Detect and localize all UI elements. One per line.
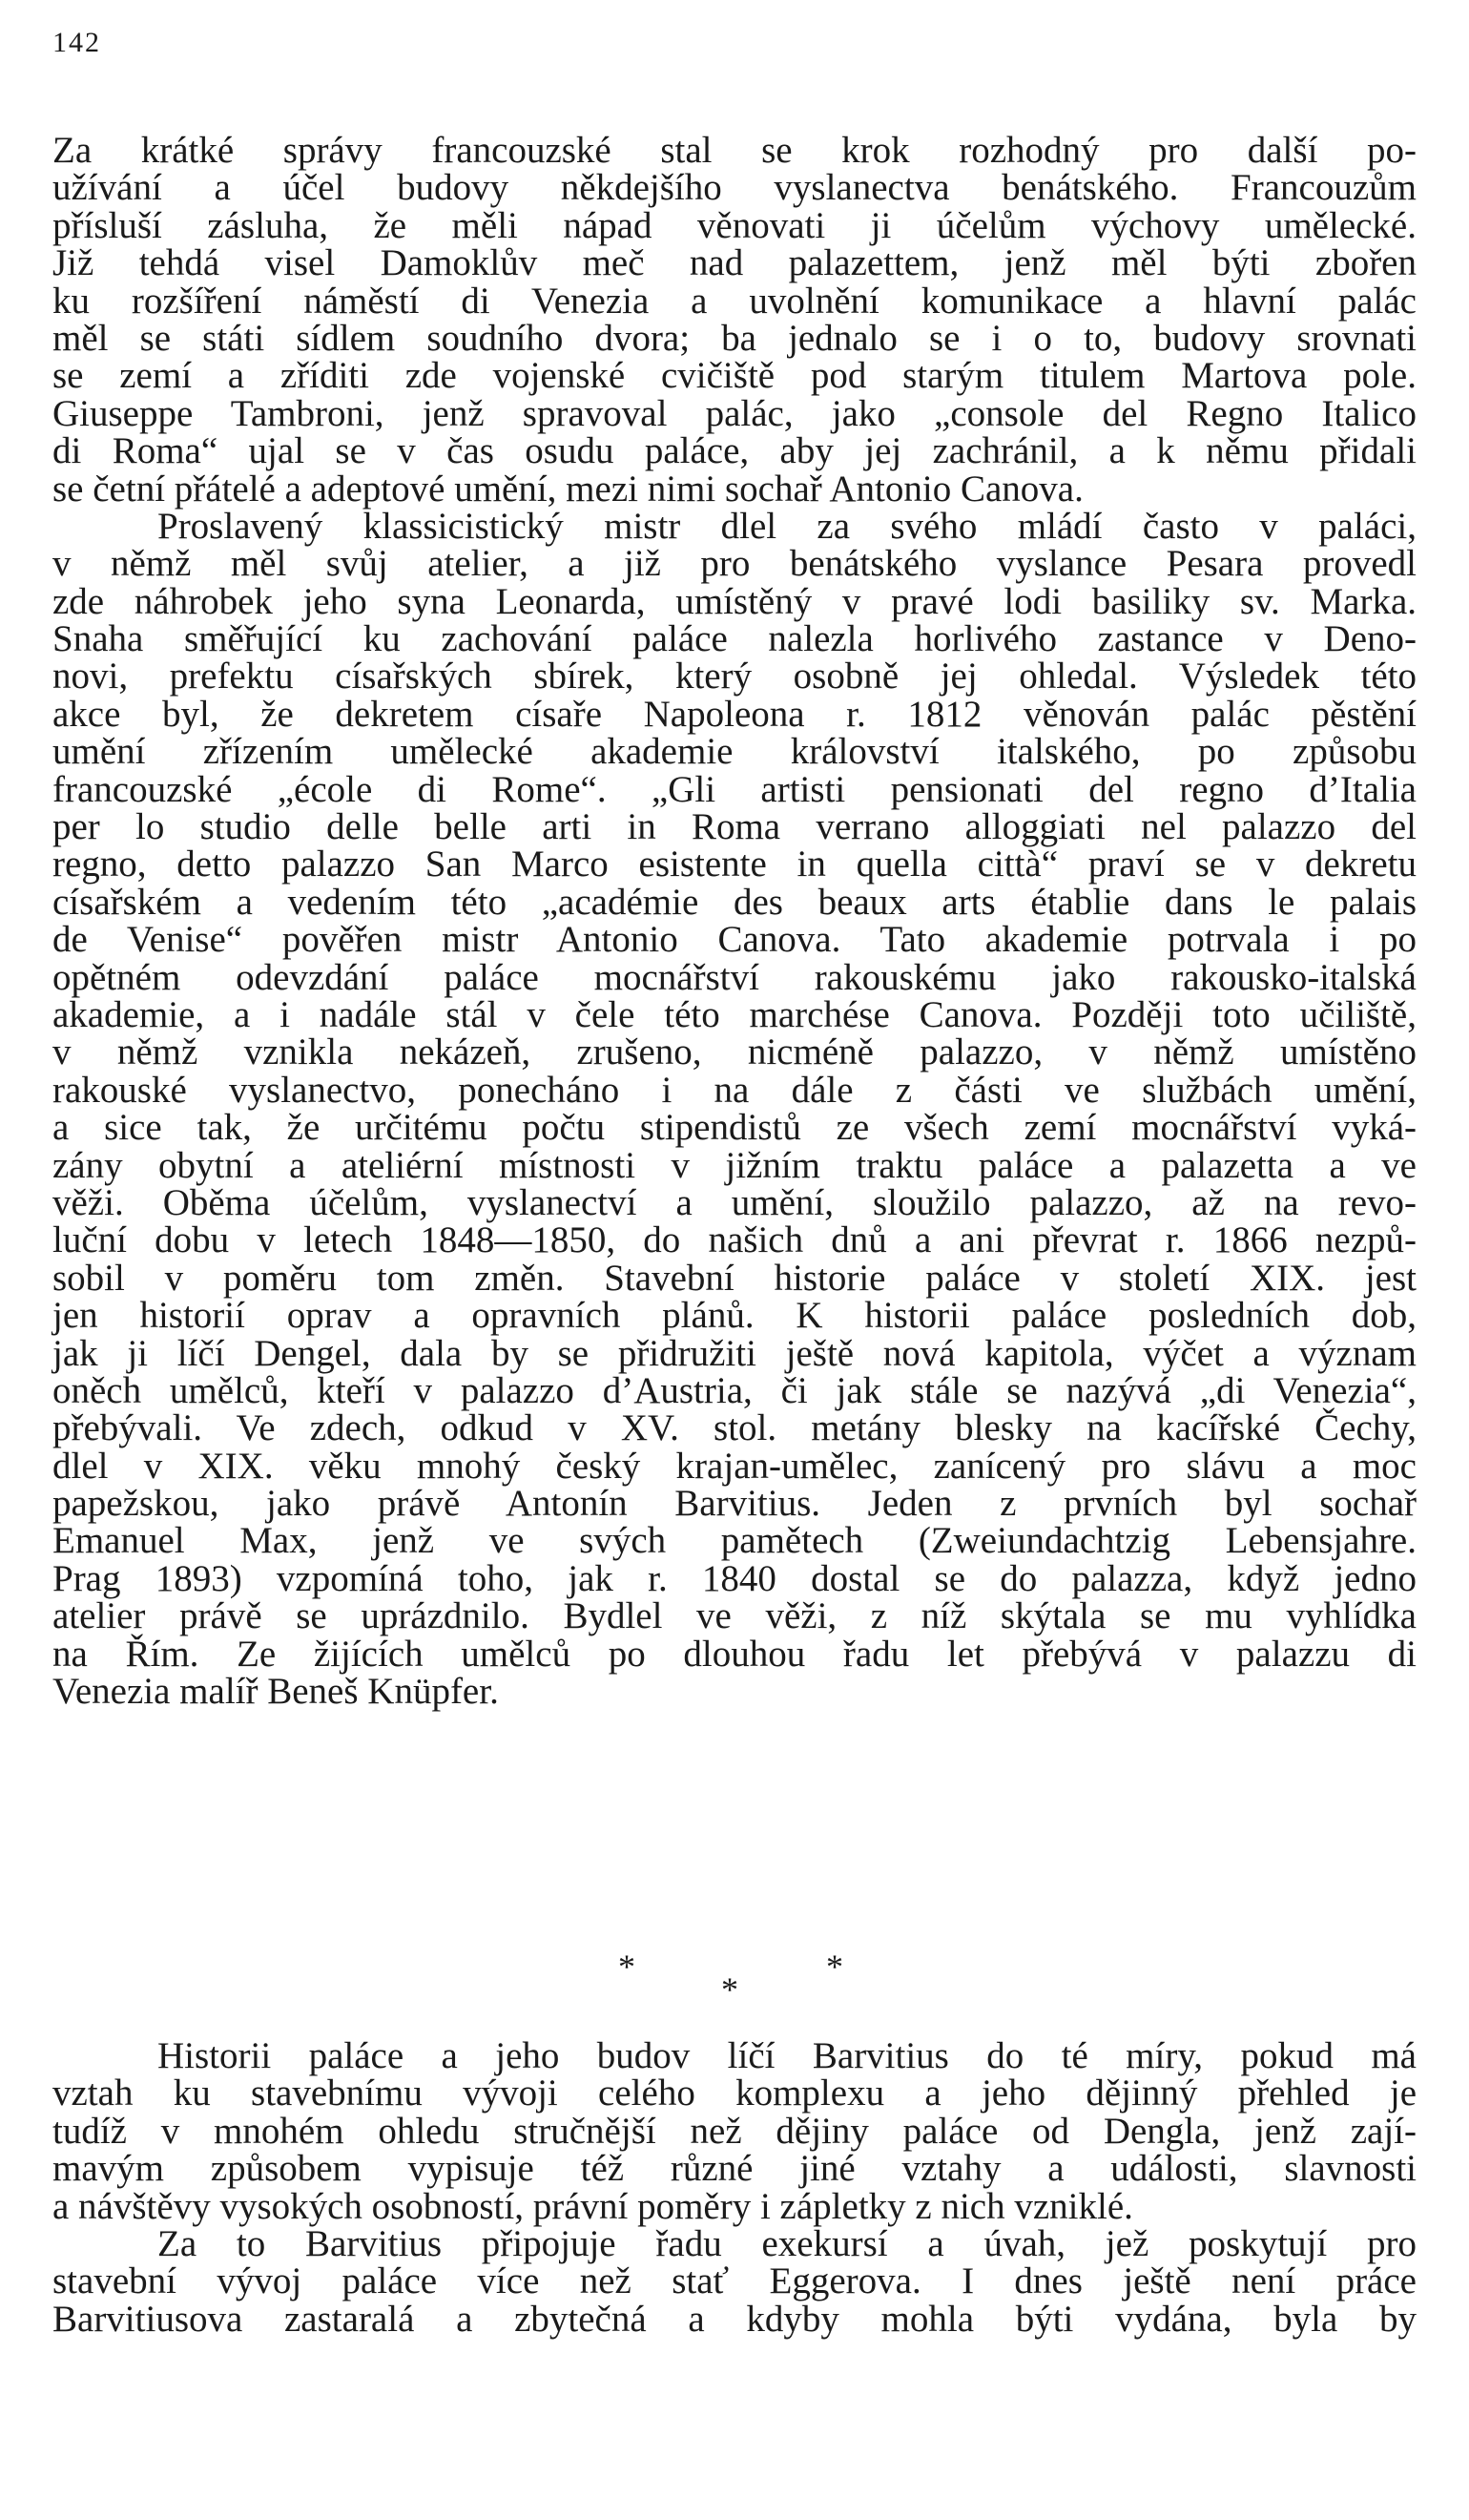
text-line: věži. Oběma účelům, vyslanectví a umění, sloužilo palazzo, až na revo- xyxy=(52,1181,1417,1223)
text-line: Proslavený klassicistický mistr dlel za svého mládí často v paláci, xyxy=(157,505,1417,547)
text-line: dlel v XIX. věku mnohý český krajan-umělec, zanícený pro slávu a moc xyxy=(52,1445,1417,1487)
text-line: per lo studio delle belle arti in Roma verrano alloggiati nel palazzo del xyxy=(52,806,1417,848)
text-line: Giuseppe Tambroni, jenž spravoval palác, jako „console del Regno Italico xyxy=(52,392,1417,434)
text-line: Venezia malíř Beneš Knüpfer. xyxy=(52,1671,499,1713)
text-line: atelier právě se uprázdnilo. Bydlel ve věži, z níž skýtala se mu vyhlídka xyxy=(52,1595,1417,1637)
text-line: mavým způsobem vypisuje též různé jiné vztahy a události, slavnosti xyxy=(52,2148,1417,2190)
text-line: se četní přátelé a adeptové umění, mezi nimi sochař Antonio Canova. xyxy=(52,468,1084,510)
text-line: ku rozšíření náměstí di Venezia a uvolnění komunikace a hlavní palác xyxy=(52,280,1417,322)
text-line: a sice tak, že určitému počtu stipendistů ze všech zemí mocnářství vyká- xyxy=(52,1107,1417,1149)
text-line: Již tehdá visel Damoklův meč nad palazettem, jenž měl býti zbořen xyxy=(52,242,1417,284)
text-line: tudíž v mnohém ohledu stručnější než dějiny paláce od Dengla, jenž zají- xyxy=(52,2110,1417,2152)
text-line: sobil v poměru tom změn. Stavební historie paláce v století XIX. jest xyxy=(52,1257,1417,1299)
text-line: jen historií oprav a opravních plánů. K historii paláce posledních dob, xyxy=(52,1295,1417,1337)
text-line: císařském a vedením této „académie des beaux arts établie dans le palais xyxy=(52,881,1417,923)
text-line: Za to Barvitius připojuje řadu exekursí a úvah, jež poskytují pro xyxy=(157,2222,1417,2264)
body-text-main xyxy=(52,130,1417,1713)
text-line: francouzské „école di Rome“. „Gli artisti pensionati del regno d’Italia xyxy=(52,768,1417,810)
text-line: akce byl, že dekretem císaře Napoleona r. 1812 věnován palác pěstění xyxy=(52,693,1417,735)
text-line: akademie, a i nadále stál v čele této marchése Canova. Později toto učiliště, xyxy=(52,993,1417,1035)
text-line: v němž vznikla nekázeň, zrušeno, nicméně palazzo, v němž umístěno xyxy=(52,1031,1417,1073)
text-line: opětném odevzdání paláce mocnářství rakouskému jako rakousko-italská xyxy=(52,956,1417,998)
text-line: na Řím. Ze žijících umělců po dlouhou řadu let přebývá v palazzu di xyxy=(52,1633,1417,1675)
text-line: měl se státi sídlem soudního dvora; ba jednalo se i o to, budovy srovnati xyxy=(52,317,1417,359)
text-line: umění zřízením umělecké akademie království italského, po způsobu xyxy=(52,731,1417,773)
text-line: přebývali. Ve zdech, odkud v XV. stol. metány blesky na kacířské Čechy, xyxy=(52,1407,1417,1449)
separator-star-center: * xyxy=(721,1970,738,2009)
text-line: přísluší zásluha, že měli nápad věnovati ji účelům výchovy umělecké. xyxy=(52,204,1417,246)
page-number: 142 xyxy=(52,27,101,58)
text-line: regno, detto palazzo San Marco esistente in quella città“ praví se v dekretu xyxy=(52,843,1417,885)
text-line: Za krátké správy francouzské stal se krok rozhodný pro další po- xyxy=(52,130,1417,171)
text-line: di Roma“ ujal se v čas osudu paláce, aby jej zachránil, a k němu přidali xyxy=(52,430,1417,472)
text-line: jak ji líčí Dengel, dala by se přidružiti ještě nová kapitola, výčet a význam xyxy=(52,1332,1417,1374)
text-line: Prag 1893) vzpomíná toho, jak r. 1840 dostal se do palazza, když jedno xyxy=(52,1557,1417,1599)
text-line: papežskou, jako právě Antonín Barvitius. Jeden z prvních byl sochař xyxy=(52,1483,1417,1525)
text-line: zde náhrobek jeho syna Leonarda, umístěný v pravé lodi basiliky sv. Marka. xyxy=(52,580,1417,622)
text-line: oněch umělců, kteří v palazzo d’Austria, či jak stále se nazývá „di Venezia“, xyxy=(52,1369,1417,1411)
separator-star-right: * xyxy=(826,1947,843,1986)
text-line: Snaha směřující ku zachování paláce nalezla horlivého zastance v Deno- xyxy=(52,618,1417,660)
text-line: vztah ku stavebnímu vývoji celého komplexu a jeho dějinný přehled je xyxy=(52,2072,1417,2114)
text-line: Historii paláce a jeho budov líčí Barvitius do té míry, pokud má xyxy=(157,2035,1417,2076)
separator-star-left: * xyxy=(618,1947,635,1986)
text-line: zány obytní a ateliérní místnosti v jižním traktu paláce a palazetta a ve xyxy=(52,1144,1417,1186)
text-line: rakouské vyslanectvo, ponecháno i na dále z části ve službách umění, xyxy=(52,1069,1417,1111)
text-line: užívání a účel budovy někdejšího vyslanectva benátského. Francouzům xyxy=(52,167,1417,209)
text-line: stavební vývoj paláce více než stať Eggerova. I dnes ještě není práce xyxy=(52,2260,1417,2302)
body-text-continuation xyxy=(52,2037,1417,2338)
section-separator xyxy=(0,1947,1469,2013)
text-line: Emanuel Max, jenž ve svých pamětech (Zweiundachtzig Lebensjahre. xyxy=(52,1520,1417,1562)
text-line: de Venise“ pověřen mistr Antonio Canova. Tato akademie potrvala i po xyxy=(52,919,1417,961)
text-line: luční dobu v letech 1848—1850, do našich dnů a ani převrat r. 1866 nezpů- xyxy=(52,1219,1417,1261)
text-line: se zemí a zříditi zde vojenské cvičiště pod starým titulem Martova pole. xyxy=(52,355,1417,397)
text-line: v němž měl svůj atelier, a již pro benátského vyslance Pesara provedl xyxy=(52,543,1417,585)
text-line: a návštěvy vysokých osobností, právní poměry i zápletky z nich vzniklé. xyxy=(52,2185,1133,2227)
text-line: novi, prefektu císařských sbírek, který osobně jej ohledal. Výsledek této xyxy=(52,656,1417,698)
text-line: Barvitiusova zastaralá a zbytečná a kdyby mohla býti vydána, byla by xyxy=(52,2298,1417,2340)
